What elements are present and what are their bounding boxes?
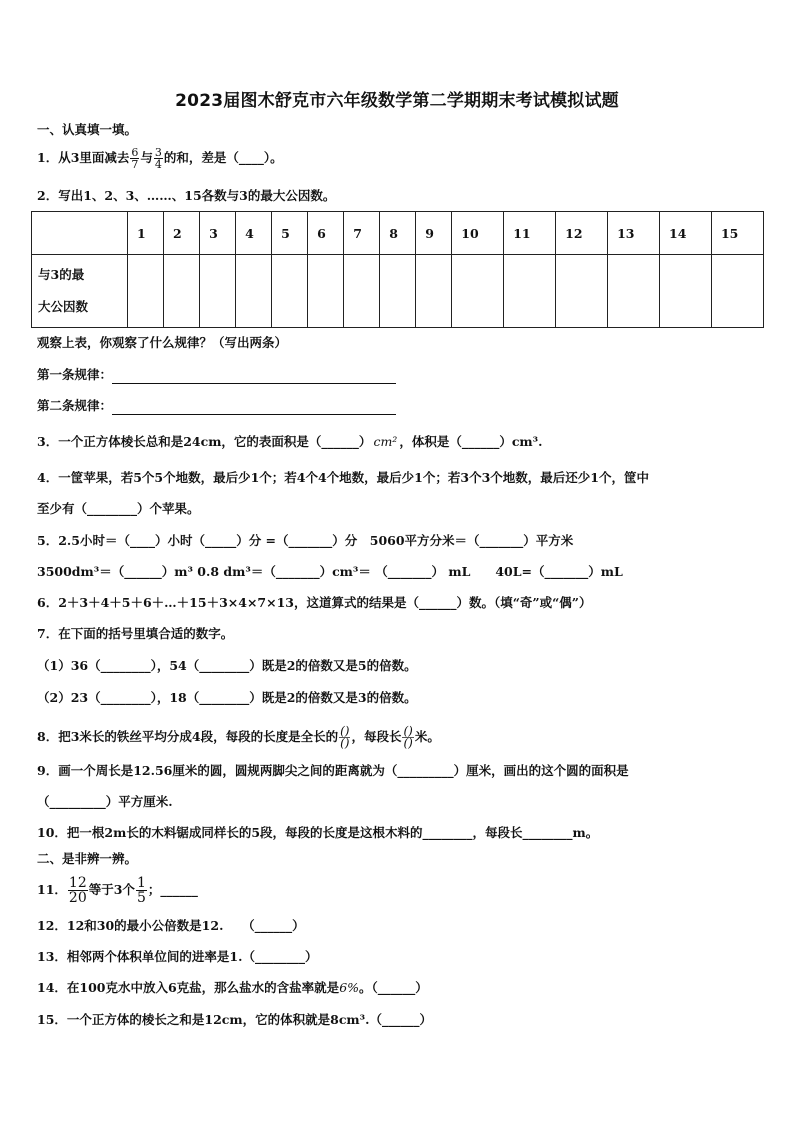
table-answer-row [32,255,764,328]
fraction-1-5: $\frac{1}{5}$ [136,875,146,906]
question-10: 10．把一根2m长的木料锯成同样长的5段，每段的长度是这根木料的________，每段长________m。 [37,825,599,840]
table-header-cell: 7 [344,212,380,255]
answer-cell[interactable] [711,255,763,328]
question-9-line-2: （_________）平方厘米. [37,794,173,809]
question-1: 1．从3里面减去 $\frac{6}{7}$ 与 $\frac{3}{4}$ 的和，差是（____）。 [37,146,283,171]
question-15: 15．一个正方体的棱长之和是12cm，它的体积就是8cm³.（______） [37,1012,432,1027]
section-1-heading: 一、认真填一填。 [37,122,138,137]
table-header-cell: 13 [608,212,660,255]
fraction-3-4: $\frac{3}{4}$ [154,146,162,171]
rule-2: 第二条规律： [37,397,396,415]
question-2: 2．写出1、2、3、……、15各数与3的最大公因数。 [37,188,336,203]
answer-cell[interactable] [416,255,452,328]
question-12: 12．12和30的最小公倍数是12. （______） [37,918,305,933]
section-2-heading: 二、是非辨一辨。 [37,851,138,866]
table-row-label: 与3的最 大公因数 [32,255,128,328]
unit-cm2: cm² [373,434,398,449]
answer-cell[interactable] [380,255,416,328]
table-header-cell: 5 [272,212,308,255]
table-header-cell: 3 [200,212,236,255]
question-11: 11． $\frac{12}{20}$ 等于3个 $\frac{1}{5}$ ；______ [37,875,198,906]
table-header-cell: 2 [164,212,200,255]
question-7: 7．在下面的括号里填合适的数字。 [37,626,234,641]
table-header-cell: 6 [308,212,344,255]
answer-cell[interactable] [608,255,660,328]
answer-cell[interactable] [556,255,608,328]
table-header-row [32,212,764,255]
rule-1: 第一条规律： [37,366,396,384]
observe-prompt: 观察上表，你观察了什么规律？（写出两条） [37,335,288,350]
answer-cell[interactable] [308,255,344,328]
table-header-cell: 15 [711,212,763,255]
question-14: 14．在100克水中放入6克盐，那么盐水的含盐率就是6%。（______） [37,980,428,995]
fraction-12-20: $\frac{12}{20}$ [68,875,87,906]
answer-cell[interactable] [344,255,380,328]
question-5-line-2: 3500dm³＝（______）m³ 0.8 dm³＝（_______）cm³＝ （_______） mL 40L=（_______）mL [37,564,623,579]
table-header-cell: 1 [128,212,164,255]
question-7-part-1: （1）36（________），54（________）既是2的倍数又是5的倍数。 [37,658,417,673]
question-4-line-1: 4．一筐苹果，若5个5个地数，最后少1个；若4个4个地数，最后少1个；若3个3个地数，最后还少1个，筐中 [37,470,649,485]
answer-cell[interactable] [452,255,504,328]
page-title: 2023届图木舒克市六年级数学第二学期期末考试模拟试题 [175,91,619,111]
answer-cell[interactable] [504,255,556,328]
table-header-cell: 10 [452,212,504,255]
blank-fraction[interactable]: $\frac{()}{()}$ [340,724,350,750]
question-9-line-1: 9．画一个周长是12.56厘米的圆，圆规两脚尖之间的距离就为（_________）厘米，画出的这个圆的面积是 [37,763,629,778]
question-4-line-2: 至少有（________）个苹果。 [37,501,200,516]
question-8: 8．把3米长的铁丝平均分成4段，每段的长度是全长的 $\frac{()}{()}$ ，每段长 $\frac{()}{()}$ 米。 [37,724,440,750]
question-6: 6．2＋3＋4＋5＋6＋…＋15＋3×4×7×13，这道算式的结果是（______）数。（填“奇”或“偶”） [37,595,592,610]
fraction-6-7: $\frac{6}{7}$ [131,146,139,171]
answer-cell[interactable] [200,255,236,328]
question-5-line-1: 5．2.5小时＝（____）小时（_____）分 =（_______）分 5060平方分米＝（_______）平方米 [37,533,574,548]
question-3: 3．一个正方体棱长总和是24cm，它的表面积是（______） cm² ，体积是（______）cm³. [37,434,543,449]
table-corner-cell [32,212,128,255]
answer-cell[interactable] [164,255,200,328]
question-7-part-2: （2）23（________），18（________）既是2的倍数又是3的倍数。 [37,690,417,705]
question-13: 13．相邻两个体积单位间的进率是1.（________） [37,949,318,964]
table-header-cell: 12 [556,212,608,255]
table-header-cell: 4 [236,212,272,255]
answer-cell[interactable] [128,255,164,328]
table-header-cell: 11 [504,212,556,255]
rule-2-answer-line[interactable] [112,400,396,415]
percent-value: 6% [339,980,360,995]
table-header-cell: 8 [380,212,416,255]
answer-cell[interactable] [236,255,272,328]
blank-fraction[interactable]: $\frac{()}{()}$ [403,724,413,750]
answer-cell[interactable] [660,255,712,328]
rule-1-answer-line[interactable] [112,369,396,384]
answer-cell[interactable] [272,255,308,328]
table-header-cell: 14 [660,212,712,255]
table-header-cell: 9 [416,212,452,255]
gcd-table [31,211,764,328]
